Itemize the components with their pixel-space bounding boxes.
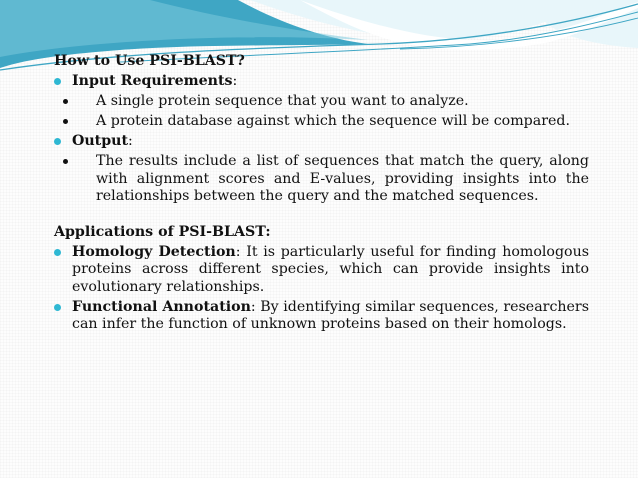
bullet-title: Functional Annotation (72, 298, 251, 315)
bullet-text: : It is particularly useful for finding homologous proteins across different species, which can provide insights into evolutionary relationships. (72, 243, 589, 295)
bullet-dot-icon (54, 138, 61, 145)
bullet-suffix: : (232, 72, 238, 89)
bullet-dot-icon (54, 304, 61, 311)
bullet-output (54, 133, 589, 151)
bullet-title: Input Requirements (72, 72, 233, 89)
section1-heading: How to Use PSI-BLAST? (54, 53, 245, 69)
subbullet-protein-sequence (54, 93, 589, 111)
bullet-suffix: : (128, 132, 133, 149)
subbullet-protein-database (54, 113, 589, 131)
section-spacer (54, 206, 589, 224)
subbullet-text: The results include a list of sequences that match the query, along with alignment scores and E-values, providing insights into the relationships between the query and the matched sequences. (96, 152, 589, 205)
bullet-text: : By identifying similar sequences, researchers can infer the function of unknown proteins based on their homologs. (72, 298, 589, 333)
bullet-input-requirements (54, 73, 589, 91)
subbullet-dot-icon (63, 159, 68, 164)
bullet-dot-icon (54, 78, 61, 85)
subbullet-results (54, 153, 589, 206)
subbullet-dot-icon (63, 99, 68, 104)
bullet-homology-detection (54, 244, 589, 297)
bullet-title: Homology Detection (72, 243, 236, 260)
section2-heading: Applications of PSI-BLAST: (54, 223, 271, 240)
bullet-title: Output (72, 132, 129, 149)
subbullet-text: A single protein sequence that you want to analyze. (96, 92, 469, 109)
subbullet-dot-icon (63, 119, 68, 124)
slide-content (54, 53, 589, 334)
subbullet-text: A protein database against which the sequence will be compared. (96, 112, 570, 129)
bullet-functional-annotation (54, 299, 589, 334)
bullet-dot-icon (54, 249, 61, 256)
